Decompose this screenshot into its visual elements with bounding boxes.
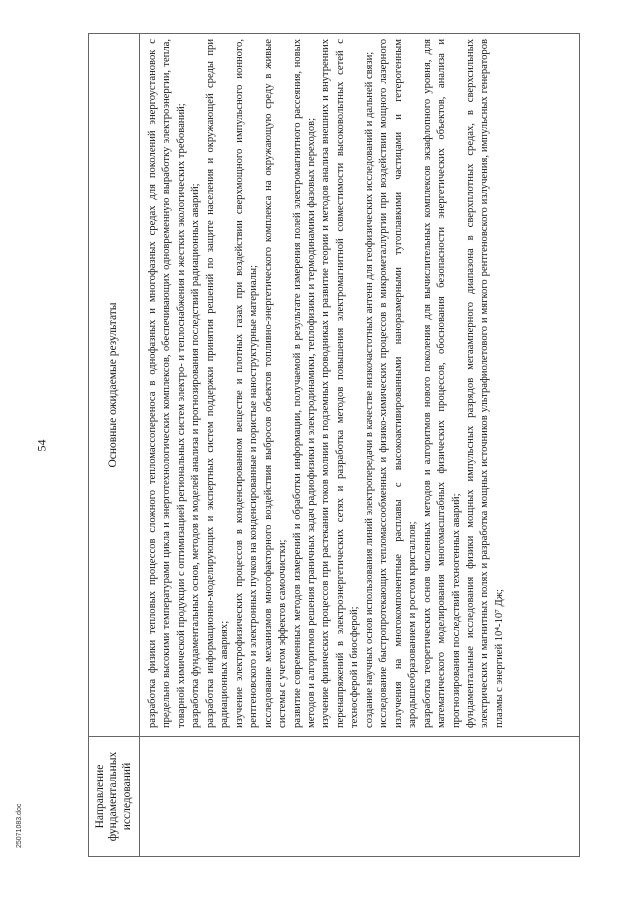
results-cell — [140, 34, 580, 737]
result-item: изучение физических процессов при растекании токов молнии в подземных проводниках и развитие теории и методов анализа внешних и внутренних перенапряжений в электроэнергетических сетях и разработка методов повышения электромагнитной совместимости высоковольтных сетей с техносферой и биосферой; — [320, 39, 361, 728]
results-table — [88, 33, 580, 857]
table-body-row — [140, 34, 580, 857]
page-number: 54 — [34, 439, 49, 452]
result-item: разработка теоретических основ численных методов и алгоритмов нового поколения для вычислительных комплексов экзафлопного уровня, для математического моделирования многомасштабных физических процессов, обоснования безопасности энергетических объектов, анализа и прогнозирования последствий техногенных аварий; — [421, 39, 462, 728]
results-text — [140, 34, 511, 736]
direction-cell — [140, 737, 580, 857]
table-header-row — [89, 34, 140, 857]
header-results: Основные ожидаемые результаты — [89, 34, 140, 737]
result-item: разработка физики тепловых процессов сложного тепломассопереноса в однофазных и многофазных средах для поколений энергоустановок с предельно высокими температурами цикла и энерготехнологических комплексов, обеспечивающих одновременную выработку электроэнергии, тепла, товарной химической продукции с оптимизацией региональных систем электро- и теплоснабжения и жестких экологических требований; — [147, 39, 187, 728]
result-item: фундаментальные исследования физики мощных импульсных разрядов мегаамперного диапазона в сверхплотных средах, в сверхсильных электрических и магнитных полях и разработка мощных источников ультрафиолетового и мягкого рентгеновского излучения, импульсных генераторов плазмы с энергией 10⁴-10⁷ Дж; — [464, 39, 505, 728]
result-item: создание научных основ использования линий электропередачи в качестве низкочастотных антенн для геофизических исследований и дальней связи; — [363, 51, 375, 728]
result-item: развитие современных методов измерений и обработки информации, получаемой в результате измерения полей электромагнитного рассеяния, новых методов и алгоритмов решения граничных задач радиофизики и электродинамики, теплофизики и термодинамики фазовых переходов; — [291, 39, 317, 728]
rotated-table-container — [88, 33, 580, 857]
result-item: изучение электрофизических процессов в конденсированном веществе и плотных газах при воздействии сверхмощного импульсного ионного, рентгеновского и электронных пучков на конденсированные и пористые наноструктурные материалы; — [233, 39, 260, 728]
result-item: разработка фундаментальных основ, методов и моделей анализа и прогнозирования последствий радиационных аварий; — [190, 183, 202, 728]
document-code: 25071083.doc — [16, 803, 23, 848]
header-direction: Направление фундаментальных исследований — [89, 737, 140, 857]
result-item: исследование быстропротекающих тепломассообменных и физико-химических процессов в микрометаллургии при воздействии мощного лазерного излучения на многокомпонентные расплавы с высокоактивированными наноразмерными тугоплавкими частицами и гетерогенным зародышеобразованием и ростом кристаллов; — [378, 39, 419, 728]
result-item: исследование механизмов многофакторного воздействия выбросов объектов топливно-энергетического комплекса на окружающую среду в живые системы с учетом эффектов самоочистки; — [262, 39, 289, 728]
result-item: разработка информационно-моделирующих и экспертных систем поддержки принятия решений по защите населения и окружающей среды при радиационных авариях; — [204, 39, 231, 728]
